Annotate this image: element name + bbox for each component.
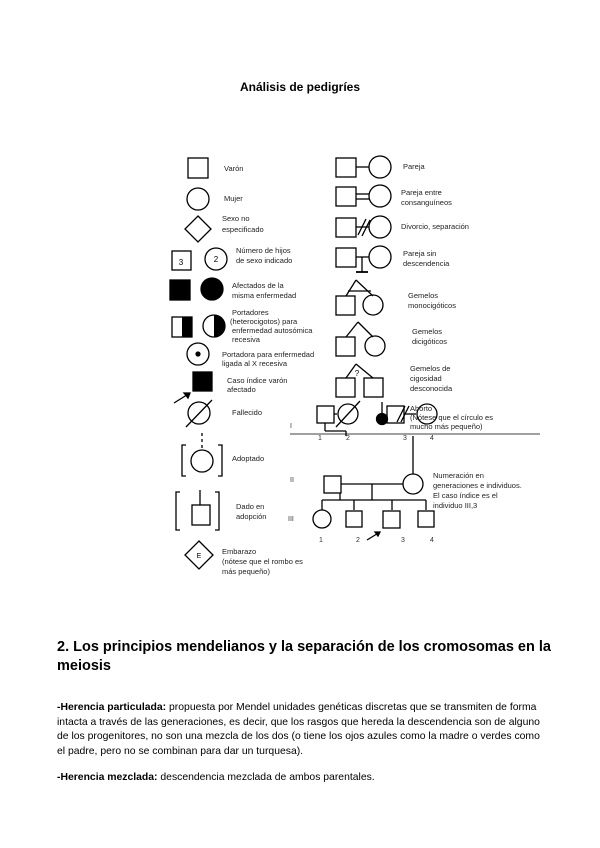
label-unknown-2: cigosidad [410,374,442,383]
section-heading: 2. Los principios mendelianos y la separación de los cromosomas en la meiosis [57,639,551,674]
label-pregnancy-1: Embarazo [222,547,257,556]
gen3-number-3: 3 [401,537,405,544]
gen1-number-1: 1 [318,435,322,442]
label-number-2: de sexo indicado [236,256,293,265]
label-unspecified-2: especificado [222,225,264,234]
generation-III: III [288,516,294,523]
label-dizygotic-1: Gemelos [412,327,443,336]
male-symbol [188,158,208,178]
label-x-carrier-2: ligada al X recesiva [222,359,288,368]
dizygotic-symbol [336,322,385,356]
label-adopted-in-1: Dado en [236,502,265,511]
label-carriers-4: recesiva [232,335,260,344]
number-male-value: 3 [178,258,184,267]
couple-symbol [336,156,391,178]
gen3-number-4: 4 [430,537,434,544]
gen3-number-2: 2 [356,537,360,544]
label-no-children-2: descendencia [403,259,450,268]
label-no-children-1: Pareja sin [403,249,437,258]
label-pregnancy-3: más pequeño) [222,567,270,576]
term-herencia-mezclada: -Herencia mezclada: [57,772,158,783]
gen1-number-4: 4 [430,435,434,442]
label-x-carrier-1: Portadora para enfermedad [222,350,315,359]
label-affected-1: Afectados de la [232,281,284,290]
gen1-number-2: 2 [346,435,350,442]
label-monozygotic-1: Gemelos [408,291,439,300]
monozygotic-symbol [336,280,383,315]
label-monozygotic-2: monocigóticos [408,301,456,310]
label-adopted: Adoptado [232,454,265,463]
pregnancy-letter: E [196,553,202,560]
consanguineous-symbol [336,185,391,207]
label-male: Varón [224,164,244,173]
adopted-in-symbol [192,505,210,525]
label-unspecified-1: Sexo no [222,214,250,223]
abortion-symbol [377,402,388,425]
pedigree-label-1: Numeración en [433,471,484,480]
label-adopted-in-2: adopción [236,512,267,521]
label-deceased: Fallecido [232,408,263,417]
label-pregnancy-2: (nótese que el rombo es [222,557,303,566]
pedigree-label-3: El caso índice es el [433,491,498,500]
unknown-zygosity-symbol [336,364,383,397]
affected-male-symbol [170,280,190,300]
generation-II: II [290,477,294,484]
gen1-number-3: 3 [403,435,407,442]
label-proband-1: Caso índice varón [227,376,288,385]
generation-I: I [290,423,292,430]
female-symbol [187,188,209,210]
text-herencia-particulada: propuesta por Mendel unidades genéticas discretas que se transmiten de forma intacta a través de las generaciones, es decir, que los rasgos que hereda la descendencia son de alguno de los progenitores, no son una mezcla de los dos (o tiene los ojos azules como la madre o verdes como el padre, pero no se combinan para dar un turquesa). [57,702,540,757]
page-title: Análisis de pedigríes [239,80,361,94]
label-divorce: Divorcio, separación [401,222,469,231]
label-carriers-2: (heterocigotos) para [230,317,298,326]
label-unknown-3: desconocida [410,384,453,393]
label-number-1: Número de hijos [236,246,291,255]
term-herencia-particulada: -Herencia particulada: [57,702,167,713]
unknown-zygosity-mark: ? [354,369,360,378]
label-abortion-3: mucho más pequeño) [410,422,483,431]
label-carriers-3: enfermedad autosómica [232,326,313,335]
label-abortion-2: (Nótese que el círculo es [410,413,493,422]
number-female-value: 2 [213,255,219,264]
paragraph-herencia-particulada [57,701,545,759]
label-consanguineous-1: Pareja entre [401,188,442,197]
affected-female-symbol [201,278,223,300]
paragraph-herencia-mezclada [57,771,545,786]
label-couple: Pareja [403,162,425,171]
unspecified-sex-symbol [185,216,211,242]
gen3-number-1: 1 [319,537,323,544]
divorce-symbol [336,216,391,238]
pedigree-label-4: individuo III,3 [433,501,478,510]
proband-symbol [193,372,212,391]
label-dizygotic-2: dicigóticos [412,337,448,346]
label-affected-2: misma enfermedad [232,291,297,300]
label-abortion-1: Aborto [410,404,433,413]
label-consanguineous-2: consanguíneos [401,198,452,207]
label-unknown-1: Gemelos de [410,364,451,373]
label-proband-2: afectado [227,385,256,394]
label-carriers-1: Portadores [232,308,269,317]
pedigree-label-2: generaciones e individuos. [433,481,522,490]
adopted-out-symbol [191,450,213,472]
text-herencia-mezclada: descendencia mezclada de ambos parentales. [157,772,375,783]
label-female: Mujer [224,194,243,203]
no-children-symbol [336,246,391,272]
